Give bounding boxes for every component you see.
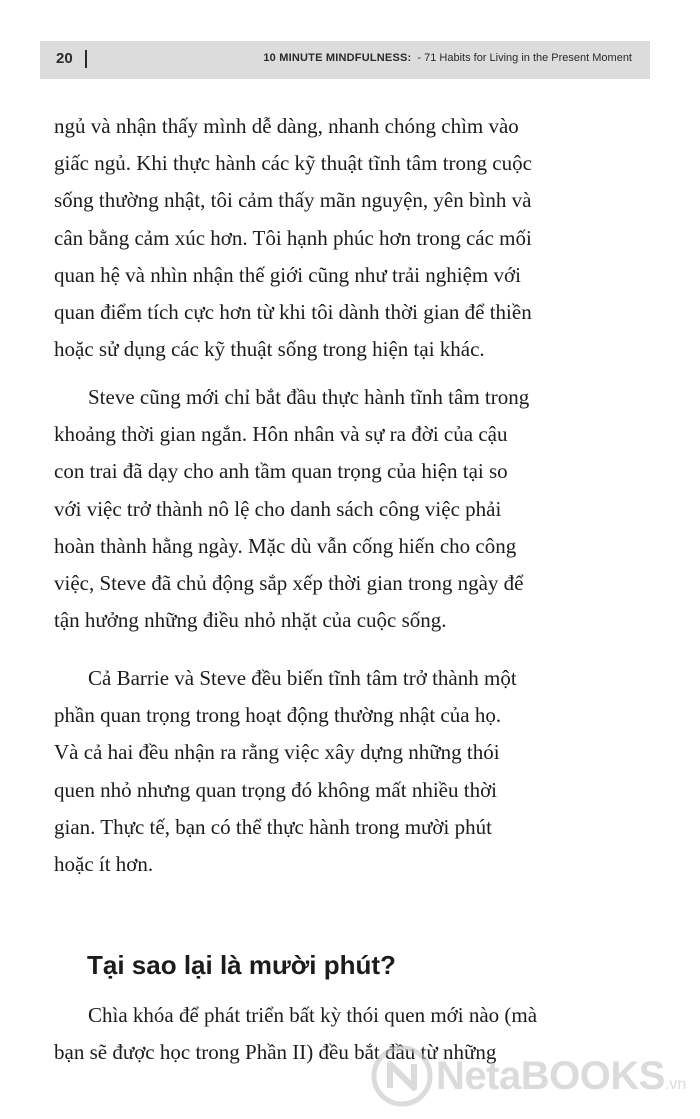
netabooks-logo-icon: [370, 1044, 434, 1108]
text-line: quen nhỏ nhưng quan trọng đó không mất nhiều thời: [54, 777, 498, 802]
paragraph-3: [54, 660, 654, 883]
watermark: [370, 1044, 700, 1114]
text-line: Và cả hai đều nhận ra rằng việc xây dựng những thói: [54, 740, 500, 765]
text-line: khoảng thời gian ngắn. Hôn nhân và sự ra đời của cậu: [54, 422, 508, 447]
page-number: 20: [56, 50, 73, 67]
paragraph-2: [54, 379, 654, 639]
book-title: 10 MINUTE MINDFULNESS:: [263, 52, 412, 64]
text-line: ngủ và nhận thấy mình dễ dàng, nhanh chóng chìm vào: [54, 114, 519, 138]
text-line: quan hệ và nhìn nhận thế giới cũng như trải nghiệm với: [54, 262, 521, 287]
text-line: tận hưởng những điều nhỏ nhặt của cuộc sống.: [54, 608, 447, 633]
text-line: giấc ngủ. Khi thực hành các kỹ thuật tĩnh tâm trong cuộc: [54, 151, 532, 176]
watermark-text: [436, 1054, 686, 1099]
text-line: phần quan trọng trong hoạt động thường nhật của họ.: [54, 703, 502, 728]
text-line: với việc trở thành nô lệ cho danh sách công việc phải: [54, 496, 502, 521]
header-separator: [85, 50, 87, 68]
text-line: gian. Thực tế, bạn có thể thực hành trong mười phút: [54, 814, 492, 839]
text-line: con trai đã dạy cho anh tầm quan trọng của hiện tại so: [54, 459, 508, 484]
text-line: hoàn thành hằng ngày. Mặc dù vẫn cống hiến cho công: [54, 533, 517, 558]
book-subtitle: - 71 Habits for Living in the Present Moment: [417, 52, 632, 64]
text-line: hoặc ít hơn.: [54, 852, 154, 877]
text-line: hoặc sử dụng các kỹ thuật sống trong hiện tại khác.: [54, 337, 485, 362]
running-header: [40, 41, 650, 79]
text-line: Cả Barrie và Steve đều biến tĩnh tâm trở thành một: [88, 666, 517, 690]
running-title: [263, 52, 632, 64]
text-line: quan điểm tích cực hơn từ khi tôi dành thời gian để thiền: [54, 300, 532, 325]
text-line: sống thường nhật, tôi cảm thấy mãn nguyện, yên bình và: [54, 188, 532, 213]
watermark-brand: NetaBOOKS: [436, 1054, 665, 1098]
text-line: Chìa khóa để phát triển bất kỳ thói quen mới nào (mà: [88, 1003, 538, 1027]
text-line: việc, Steve đã chủ động sắp xếp thời gian trong ngày để: [54, 571, 524, 596]
text-line: Steve cũng mới chỉ bắt đầu thực hành tĩnh tâm trong: [88, 385, 530, 409]
section-heading: Tại sao lại là mười phút?: [87, 950, 396, 980]
text-line: bạn sẽ được học trong Phần II) đều bắt đầu từ những: [54, 1040, 497, 1065]
paragraph-1: [54, 108, 654, 368]
watermark-suffix: .vn: [664, 1076, 687, 1093]
text-line: cân bằng cảm xúc hơn. Tôi hạnh phúc hơn trong các mối: [54, 225, 532, 250]
